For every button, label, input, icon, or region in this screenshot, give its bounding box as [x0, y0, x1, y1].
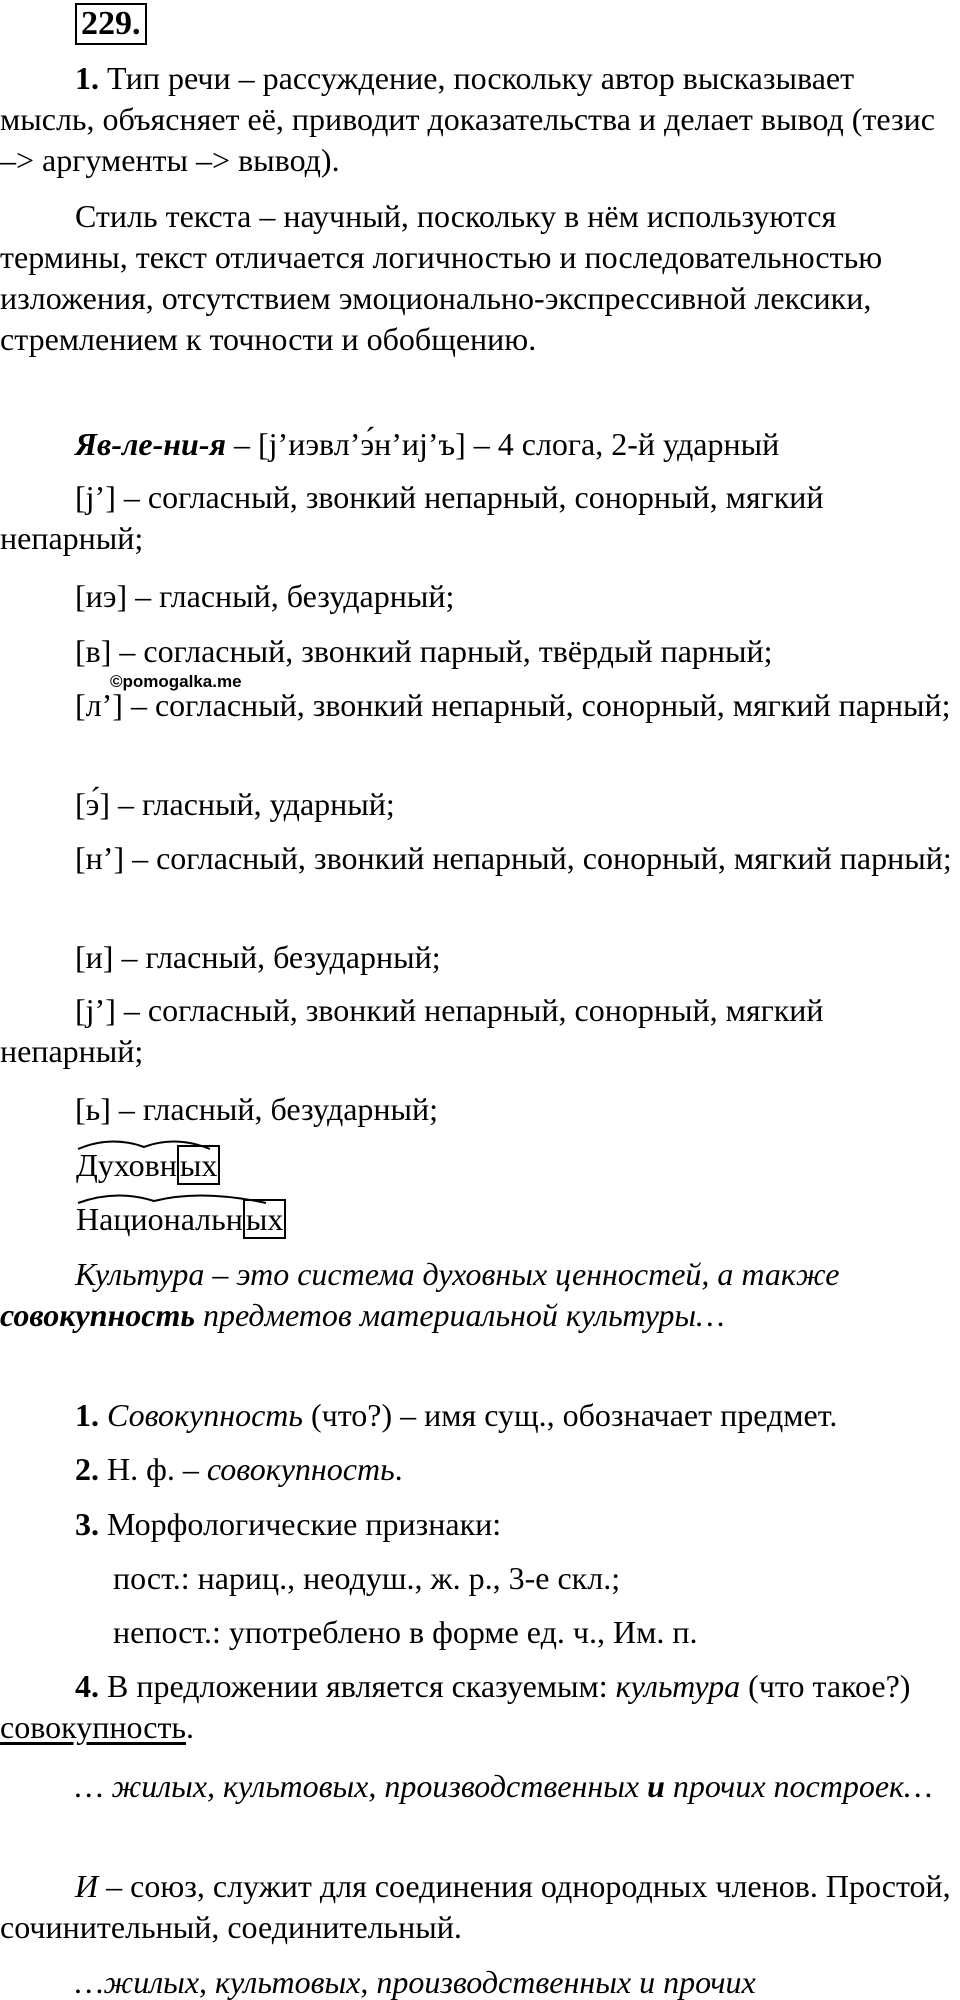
phonetic-word: Яв-ле-ни-я	[75, 426, 226, 462]
predicate-word: совокупность	[0, 1709, 187, 1745]
word-ending: ых	[177, 1145, 221, 1185]
variable-features: непост.: употреблено в форме ед. ч., Им. п.	[113, 1614, 698, 1650]
analysis-item-1: 1. Совокупность (что?) – имя сущ., обозначает предмет.	[75, 1397, 838, 1433]
union-explanation: И – союз, служит для соединения однородных членов. Простой, сочинительный, соединительный.	[0, 1868, 951, 1945]
word-stem: Духовн	[76, 1145, 177, 1185]
word-stem: Национальн	[76, 1199, 243, 1239]
paragraph-speech-type	[0, 58, 956, 181]
sound-line-8: [j’] – согласный, звонкий непарный, сонорный, мягкий непарный;	[0, 992, 824, 1069]
sound-line-2: [иэ] – гласный, безударный;	[75, 578, 455, 614]
analysis-item-4: 4. В предложении является сказуемым: культура (что такое?) совокупность.	[0, 1668, 911, 1745]
sound-line-6: [н’] – согласный, звонкий непарный, сонорный, мягкий парный;	[75, 840, 952, 876]
root-arc-icon	[76, 1137, 212, 1151]
morphemic-word-2	[76, 1199, 286, 1239]
sound-line-7: [и] – гласный, безударный;	[75, 939, 441, 975]
paragraph-number: 1.	[75, 60, 99, 96]
root-arc-icon	[76, 1191, 268, 1205]
sound-line-1: [j’] – согласный, звонкий непарный, сонорный, мягкий непарный;	[0, 479, 824, 556]
phonetic-header	[0, 424, 956, 465]
paragraph-style: Стиль текста – научный, поскольку в нём используются термины, текст отличается логичностью и последовательностью изложения, отсутствием эмоционально-экспрессивной лексики, стремлением к точности и обобщению.	[0, 198, 883, 357]
sound-line-9: [ь] – гласный, безударный;	[75, 1091, 439, 1127]
quote-buildings: … жилых, культовых, производственных и прочих построек…	[75, 1768, 933, 1804]
sound-line-3: [в] – согласный, звонкий парный, твёрдый парный;	[75, 633, 773, 669]
analysis-item-2: 2. Н. ф. – совокупность.	[75, 1451, 403, 1487]
word-ending: ых	[243, 1199, 287, 1239]
exercise-number: 229.	[75, 3, 147, 45]
morphemic-word-1	[76, 1145, 220, 1185]
constant-features: пост.: нариц., неодуш., ж. р., 3-е скл.;	[113, 1560, 621, 1596]
watermark-text: ©pomogalka.me	[110, 672, 242, 691]
sound-line-4: [л’] – согласный, звонкий непарный, сонорный, мягкий парный;	[75, 687, 951, 723]
paragraph-text: Тип речи – рассуждение, поскольку автор высказывает мысль, объясняет её, приводит доказательства и делает вывод (тезис –> аргументы –> вывод).	[0, 60, 935, 178]
quote-culture: Культура – это система духовных ценностей, а также совокупность предметов материальной культуры…	[0, 1256, 840, 1333]
phonetic-transcription: – [j’иэвл’э́н’иj’ъ] – 4 слога, 2-й ударный	[225, 426, 780, 462]
analysis-item-3: 3. Морфологические признаки:	[75, 1506, 502, 1542]
sound-line-5: [э́] – гласный, ударный;	[75, 786, 395, 822]
quote-buildings-repeat: …жилых, культовых, производственных и прочих	[75, 1964, 756, 2000]
key-word: совокупность	[0, 1297, 195, 1333]
